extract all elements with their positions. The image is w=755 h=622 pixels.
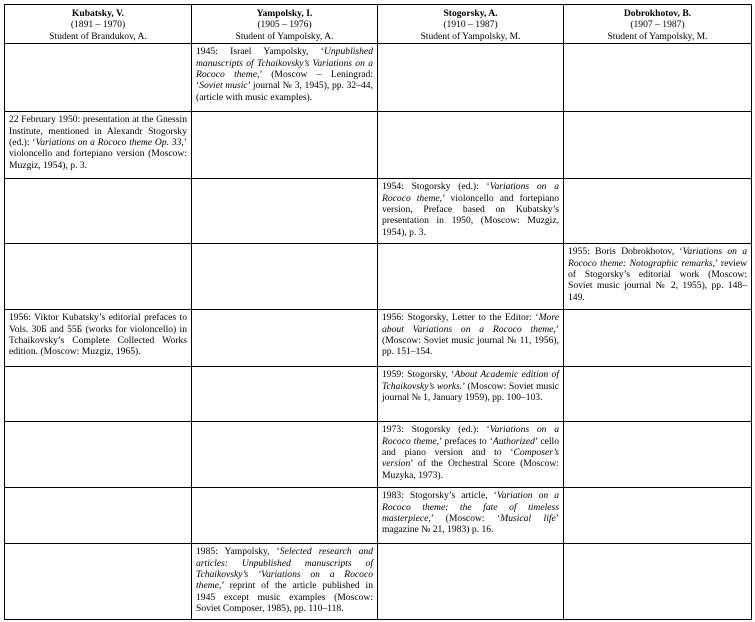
- column-teacher: Student of Yampolsky, A.: [235, 30, 334, 42]
- table-cell-empty: [378, 112, 564, 179]
- table-row: [5, 367, 752, 422]
- table-row: [5, 310, 752, 367]
- table-cell-1945: 1945: Israel Yampolsky, ‘Unpublished manuscripts of Tchaikovsky’s Variations on a Rococo theme,’ (Moscow – Leningrad: ‘Soviet music’ journal № 3, 1945), pp. 32–44, (article with music examples).: [192, 44, 378, 112]
- table-cell-empty: [564, 112, 752, 179]
- table-row: [5, 488, 752, 544]
- table-row: [5, 244, 752, 310]
- table-cell-empty: [564, 422, 752, 488]
- table-row: [5, 112, 752, 179]
- table-cell-empty: [192, 310, 378, 367]
- column-years: (1910 – 1987): [443, 19, 498, 31]
- column-header-stogorsky: [378, 5, 564, 44]
- table-row: [5, 544, 752, 620]
- column-teacher: Student of Brandukov, A.: [49, 30, 147, 42]
- table-cell-1985: 1985: Yampolsky, ‘Selected research and articles: Unpublished manuscripts of Tchaikovsky’s ‘Variations on a Rococo theme,’ reprint of the article published in 1945 except music examples (Moscow: Soviet Composer, 1985), pp. 110–118.: [192, 544, 378, 620]
- column-header-dobrokhotov: [564, 5, 752, 44]
- column-header-yampolsky: [192, 5, 378, 44]
- table-cell-empty: [564, 44, 752, 112]
- column-header-kubatsky: [5, 5, 192, 44]
- table-cell-empty: [5, 488, 192, 544]
- table-cell-empty: [192, 367, 378, 422]
- table-cell-empty: [564, 310, 752, 367]
- table-cell-empty: [192, 422, 378, 488]
- table-row: [5, 179, 752, 244]
- table-cell-empty: [564, 179, 752, 244]
- table-cell-empty: [564, 488, 752, 544]
- table-cell-empty: [192, 179, 378, 244]
- table-cell-empty: [192, 112, 378, 179]
- column-name: Dobrokhotov, B.: [623, 8, 692, 19]
- column-teacher: Student of Yampolsky, M.: [420, 30, 521, 42]
- header-row: [5, 5, 752, 44]
- column-name: Kubatsky, V.: [71, 8, 125, 19]
- table-cell-empty: [564, 544, 752, 620]
- table-cell-1959: 1959: Stogorsky, ‘About Academic edition of Tchaikovsky’s works.’ (Moscow: Soviet music journal № 1, January 1959), pp. 100–103.: [378, 367, 564, 422]
- table-cell-empty: [192, 244, 378, 310]
- table-cell-empty: [5, 44, 192, 112]
- table-cell-1956-stogorsky: 1956: Stogorsky, Letter to the Editor: ‘More about Variations on a Rococo theme,’ (Moscow: Soviet music journal № 11, 1956), pp. 151–154.: [378, 310, 564, 367]
- table-cell-empty: [192, 488, 378, 544]
- table-cell-empty: [378, 244, 564, 310]
- column-years: (1891 – 1970): [70, 19, 126, 31]
- table-cell-1956-kubatsky: 1956: Viktor Kubatsky’s editorial prefaces to Vols. 30Б and 55Б (works for violoncello) in Tchaikovsky’s Complete Collected Works edition. (Moscow: Muzgiz, 1965).: [5, 310, 192, 367]
- table-cell-1950: 22 February 1950: presentation at the Gnessin Institute, mentioned in Alexandr Stogorsky (ed.): ‘Variations on a Rococo theme Op. 33,’ violoncello and fortepiano version (Moscow: Muzgiz, 1954), p. 3.: [5, 112, 192, 179]
- table-cell-empty: [378, 44, 564, 112]
- column-teacher: Student of Yampolsky, M.: [607, 30, 708, 42]
- table-cell-empty: [5, 422, 192, 488]
- table-cell-empty: [564, 367, 752, 422]
- table-row: [5, 44, 752, 112]
- table-cell-1973: 1973: Stogorsky (ed.): ‘Variations on a Rococo theme,’ prefaces to ‘Authorized’ cello and piano version and to ‘Composer’s version’ of the Orchestral Score (Moscow: Muzyka, 1973).: [378, 422, 564, 488]
- table-row: [5, 422, 752, 488]
- column-name: Yampolsky, I.: [256, 8, 313, 19]
- column-name: Stogorsky, A.: [443, 8, 498, 19]
- bibliography-table: [4, 4, 752, 620]
- column-years: (1907 – 1987): [630, 19, 685, 31]
- column-years: (1905 – 1976): [257, 19, 312, 31]
- table-cell-1955: 1955: Boris Dobrokhotov, ‘Variations on a Rococo theme: Notographic remarks,’ review of Stogorsky’s editorial work (Moscow: Soviet music journal № 2, 1955), pp. 148–149.: [564, 244, 752, 310]
- table-cell-empty: [5, 244, 192, 310]
- table-cell-empty: [5, 544, 192, 620]
- table-cell-1954: 1954: Stogorsky (ed.): ‘Variations on a Rococo theme,’ violoncello and fortepiano version, Preface based on Kubatsky’s presentation in 1950, (Moscow: Muzgiz, 1954), p. 3.: [378, 179, 564, 244]
- table-cell-empty: [378, 544, 564, 620]
- table-cell-1983: 1983: Stogorsky’s article, ‘Variation on a Rococo theme: the fate of timeless masterpiece,’ (Moscow: ‘Musical life’ magazine № 21, 1983) p. 16.: [378, 488, 564, 544]
- table-cell-empty: [5, 179, 192, 244]
- table-cell-empty: [5, 367, 192, 422]
